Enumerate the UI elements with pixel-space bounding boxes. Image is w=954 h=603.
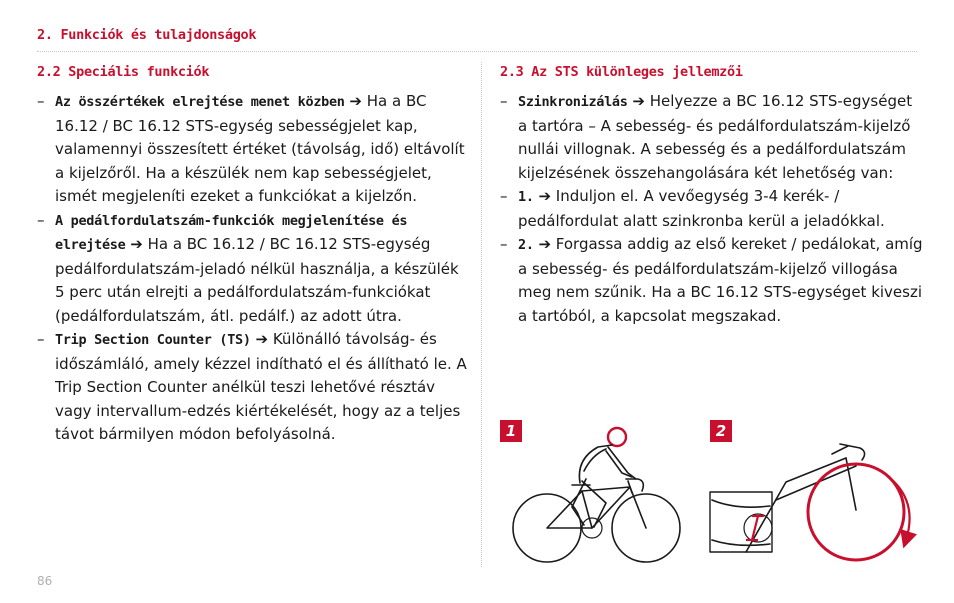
item-text: Induljon el. A vevőegység 3-4 kerék- / pedálfordulat alatt szinkronba kerül a jeladókkal.: [518, 187, 885, 230]
list-dash: –: [37, 210, 45, 229]
section-title: 2. Funkciók és tulajdonságok: [37, 27, 257, 43]
list-item: [500, 90, 925, 185]
arrow-icon: ➔: [538, 187, 552, 205]
figure-2-label: 2: [710, 420, 732, 442]
figure-1-label: 1: [500, 420, 522, 442]
item-title: A pedálfordulatszám-funkciók megjelenítése és elrejtése: [55, 212, 408, 253]
left-heading: 2.2 Speciális funkciók: [37, 64, 210, 80]
list-item: [37, 90, 467, 209]
right-heading: 2.3 Az STS különleges jellemzői: [500, 64, 743, 80]
item-text: Forgassa addig az első kereket / pedálokat, amíg a sebesség- és pedálfordulatszám-kijelző villogása meg nem szűnik. Ha a BC 16.12 STS-egységet kiveszi a tartóból, a kapcsolat megszakad.: [518, 235, 923, 325]
section-divider: [37, 51, 917, 52]
right-column: [500, 64, 925, 328]
page-number: 86: [37, 574, 53, 588]
list-dash: –: [37, 330, 45, 348]
list-item: [500, 233, 925, 328]
item-text: Ha a BC 16.12 / BC 16.12 STS-egység pedálfordulatszám-jeladó nélkül használja, a készülék 5 perc után elrejti a pedálfordulatszám-funkciókat (pedálfordulatszám, átl. pedálf.) az adott útra.: [55, 235, 459, 325]
arrow-icon: ➔: [349, 92, 362, 110]
item-text: Ha a BC 16.12 / BC 16.12 STS-egység sebességjelet kap, valamennyi összesített értéket (távolság, idő) eltávolít a kijelzőről. Ha a készülék nem kap sebességjelet, ismét megjeleníti ezeket a funkciókat a kijelzőn.: [55, 92, 465, 205]
column-divider: [481, 62, 482, 567]
arrow-icon: ➔: [255, 330, 269, 348]
list-item: [500, 185, 925, 233]
wheel-rotation-illustration: [706, 440, 921, 565]
cyclist-illustration: [510, 415, 685, 570]
front-wheel-red: [808, 464, 904, 560]
list-dash: –: [500, 235, 508, 253]
item-text: Helyezze a BC 16.12 STS-egységet a tartóra – A sebesség- és pedálfordulatszám-kijelző nullái villognak. A sebesség és a pedálfordulatszám kijelzésének összehangolására két lehetőség van:: [518, 92, 913, 182]
list-dash: –: [500, 187, 508, 205]
item-text: Különálló távolság- és időszámláló, amely kézzel indítható el és állítható le. A Trip Section Counter anélkül teszi lehetővé résztáv vagy intervallum-edzés kiértékelését, hogy az a teljes távot bármilyen módon befolyásolná.: [55, 330, 467, 443]
arrow-icon: ➔: [130, 235, 143, 253]
list-item: [37, 328, 467, 447]
item-title: Az összértékek elrejtése menet közben: [55, 94, 345, 110]
item-title: 1.: [518, 189, 534, 205]
item-title: Szinkronizálás: [518, 94, 628, 110]
item-title: Trip Section Counter (TS): [55, 332, 251, 348]
list-dash: –: [37, 92, 45, 110]
list-dash: –: [500, 92, 508, 110]
left-column: [37, 64, 467, 447]
arrow-icon: ➔: [538, 235, 552, 253]
item-title: 2.: [518, 237, 534, 253]
arrow-icon: ➔: [632, 92, 645, 110]
list-item: [37, 209, 467, 329]
